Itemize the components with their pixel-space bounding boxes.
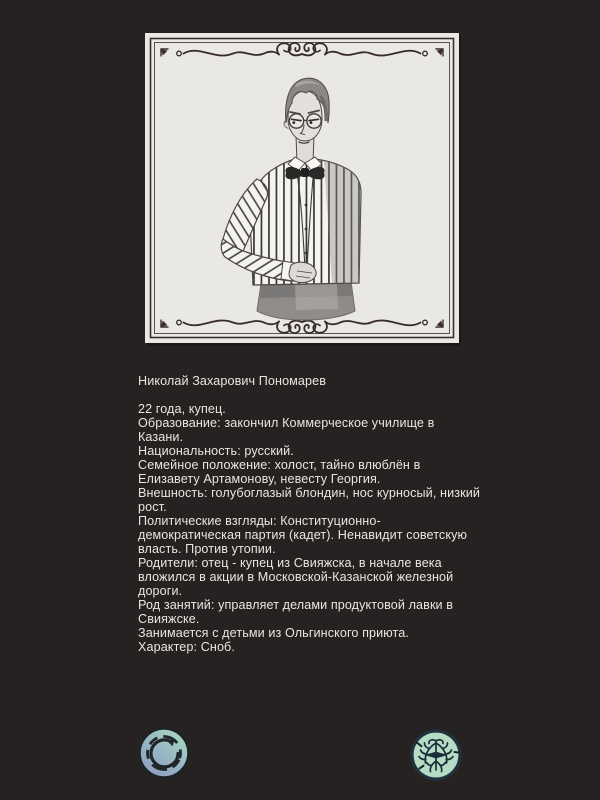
portrait-illustration — [145, 33, 459, 343]
bio-line: Занимается с детьми из Ольгинского приюта. — [138, 626, 409, 640]
bio-lines — [138, 402, 478, 654]
bio-line: Внешность: голубоглазый блондин, нос курносый, низкий — [138, 486, 480, 500]
bio-line: Елизавету Артамонову, невесту Георгия. — [138, 472, 381, 486]
portrait-card — [145, 33, 459, 343]
continue-button[interactable] — [409, 728, 463, 782]
bio-line: дороги. — [138, 584, 183, 598]
bio-line: Родители: отец - купец из Свияжска, в начале века — [138, 556, 442, 570]
bio-text-block — [138, 374, 478, 654]
bio-line: Политические взгляды: Конституционно- — [138, 514, 381, 528]
undo-button[interactable] — [137, 726, 191, 780]
bio-line: Казани. — [138, 430, 184, 444]
bio-line: Род занятий: управляет делами продуктовой лавки в — [138, 598, 454, 612]
bio-line: вложился в акции в Московской-Казанской железной — [138, 570, 454, 584]
flourish-ornament-top — [177, 43, 428, 56]
bio-line: Национальность: русский. — [138, 444, 294, 458]
bio-line: власть. Против утопии. — [138, 542, 276, 556]
floral-arrow-icon — [409, 728, 463, 782]
bio-line: Характер: Сноб. — [138, 640, 235, 654]
bio-line: демократическая партия (кадет). Ненавидит советскую — [138, 528, 468, 542]
bio-line: Семейное положение: холост, тайно влюблён в — [138, 458, 421, 472]
character-figure — [221, 78, 361, 320]
flourish-ornament-bottom — [177, 320, 428, 333]
bio-line: Свияжске. — [138, 612, 200, 626]
character-name: Николай Захарович Пономарев — [138, 374, 327, 388]
bio-line: 22 года, купец. — [138, 402, 226, 416]
bio-line: Образование: закончил Коммерческое училище в — [138, 416, 435, 430]
circular-arrow-icon — [137, 726, 191, 780]
bio-line: рост. — [138, 500, 167, 514]
